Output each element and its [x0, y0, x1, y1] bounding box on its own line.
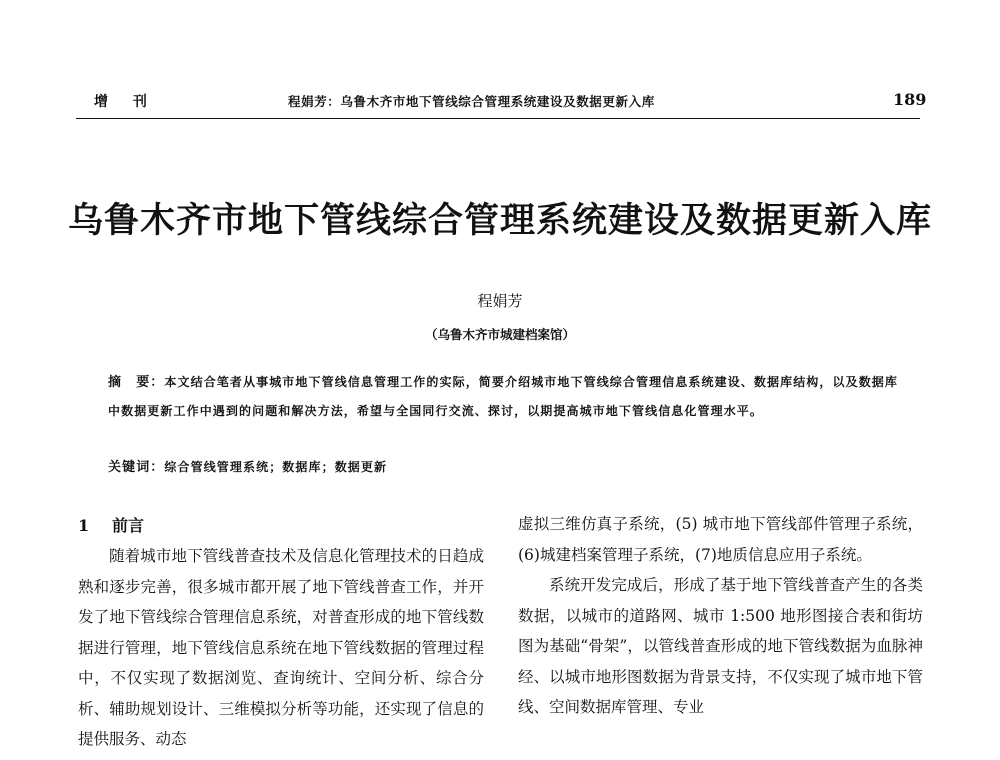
body-paragraph: 虚拟三维仿真子系统，(5) 城市地下管线部件管理子系统，(6)城建档案管理子系统，(7)地质信息应用子系统。 — [518, 515, 923, 564]
section-number: 1 — [78, 516, 90, 535]
keywords-label: 关键词： — [108, 460, 165, 475]
abstract-label: 摘 要： — [108, 375, 165, 390]
right-column — [518, 509, 923, 723]
running-title: 程娟芳：乌鲁木齐市地下管线综合管理系统建设及数据更新入库 — [288, 94, 655, 109]
body-paragraph: 系统开发完成后，形成了基于地下管线普查产生的各类数据，以城市的道路网、城市 1:500 地形图接合表和街坊图为基础“骨架”，以管线普查形成的地下管线数据为血脉神经、以城市地形图数据为背景支持，不仅实现了城市地下管线、空间数据库管理、专业 — [518, 576, 923, 716]
section-heading — [78, 513, 144, 536]
page-number: 189 — [893, 90, 927, 109]
abstract — [108, 368, 898, 425]
author-affiliation: （乌鲁木齐市城建档案馆） — [424, 327, 575, 342]
article-title: 乌鲁木齐市地下管线综合管理系统建设及数据更新入库 — [67, 200, 932, 241]
author-name: 程娟芳 — [477, 292, 523, 310]
keywords-text: 综合管线管理系统；数据库；数据更新 — [164, 460, 388, 474]
header-divider — [76, 118, 920, 119]
body-paragraph: 随着城市地下管线普查技术及信息化管理技术的日趋成熟和逐步完善，很多城市都开展了地下管线普查工作，并开发了地下管线综合管理信息系统，对普查形成的地下管线数据进行管理，地下管线信息系统在地下管线数据的管理过程中，不仅实现了数据浏览、查询统计、空间分析、综合分析、辅助规划设计、三维模拟分析等功能，还实现了信息的提供服务、动态 — [78, 547, 484, 748]
journal-issue-label: 增 刊 — [94, 94, 157, 110]
abstract-text: 本文结合笔者从事城市地下管线信息管理工作的实际，简要介绍城市地下管线综合管理信息系统建设、数据库结构，以及数据库中数据更新工作中遇到的问题和解决方法，希望与全国同行交流、探讨，以期提高城市地下管线信息化管理水平。 — [108, 375, 899, 418]
keywords — [108, 456, 898, 475]
section-title: 前言 — [112, 516, 145, 535]
left-column — [78, 541, 484, 755]
